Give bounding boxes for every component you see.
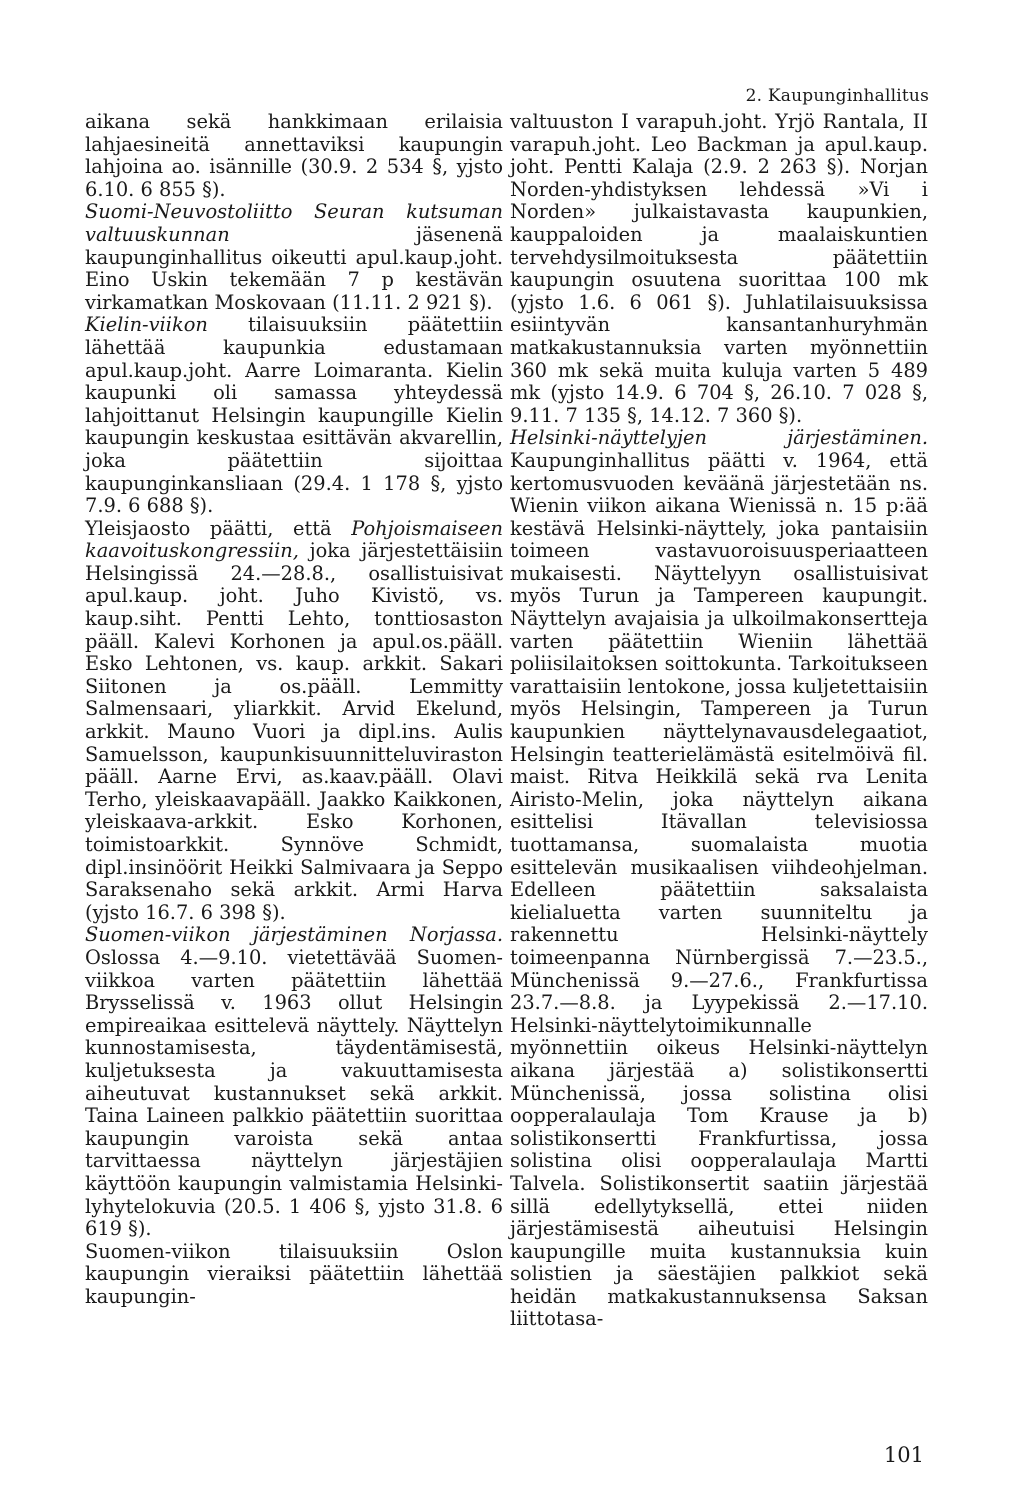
right-column — [510, 111, 928, 1331]
paragraph — [85, 924, 503, 1240]
left-column — [85, 111, 503, 1308]
paragraph-text: aikana sekä hankkimaan erilaisia lahjaesineitä annettaviksi kaupungin lahjoina ao. isännille (30.9. 2 534 §, yjsto 6.10. 6 855 §). — [85, 110, 503, 201]
paragraph — [510, 427, 928, 1331]
paragraph — [85, 201, 503, 314]
section-title: Kielin-viikon — [85, 313, 208, 337]
paragraph-text: Oslossa 4.—9.10. vietettävää Suomen-viikkoa varten päätettiin lähettää Brysselissä v. 1963 ollut Helsingin empireaikaa esittelevä näyttely. Näyttelyn kunnostamisesta, täydentämisestä, kuljetuksesta ja vakuuttamisesta aiheutuvat kustannukset sekä arkkit. Taina Laineen palkkio päätettiin suorittaa kaupungin varoista sekä antaa tarvittaessa näyttelyn järjestäjien käyttöön kaupungin valmistamia Helsinki-lyhytelokuvia (20.5. 1 406 §, yjsto 31.8. 6 619 §). — [85, 945, 503, 1241]
paragraph-text: joka järjestettäisiin Helsingissä 24.—28.8., osallistuisivat apul.kaup. joht. Juho Kivistö, vs. kaup.siht. Pentti Lehto, tonttiosaston pääll. Kalevi Korhonen ja apul.os.pääll. Esko Lehtonen, vs. kaup. arkkit. Sakari Siitonen ja os.pääll. Lemmitty Salmensaari, yliarkkit. Arvid Ekelund, arkkit. Mauno Vuori ja dipl.ins. Aulis Samuelsson, kaupunkisuunnitteluviraston pääll. Aarne Ervi, as.kaav.pääll. Olavi Terho, yleiskaavapääll. Jaakko Kaikkonen, yleiskaava-arkkit. Esko Korhonen, toimistoarkkit. Synnöve Schmidt, dipl.insinöörit Heikki Salmivaara ja Seppo Saraksenaho sekä arkkit. Armi Harva (yjsto 16.7. 6 398 §). — [85, 539, 503, 924]
paragraph — [85, 518, 503, 925]
paragraph-text: tilaisuuksiin päätettiin lähettää kaupunkia edustamaan apul.kaup.joht. Aarre Loimaranta. Kielin kaupunki oli samassa yhteydessä lahjoittanut Helsingin kaupungille Kielin kaupungin keskustaa esittävän akvarellin, joka päätettiin sijoittaa kaupunginkansliaan (29.4. 1 178 §, yjsto 7.9. 6 688 §). — [85, 313, 503, 518]
section-title: Suomen-viikon järjestäminen Norjassa. — [85, 923, 503, 947]
paragraph — [85, 314, 503, 517]
section-title: Helsinki-näyttelyjen järjestäminen. — [510, 426, 928, 450]
paragraph — [510, 111, 928, 427]
paragraph-text: valtuuston I varapuh.joht. Yrjö Rantala, II varapuh.joht. Leo Backman ja apul.kaup. joht. Pentti Kalaja (2.9. 2 263 §). Norjan Norden-yhdistyksen lehdessä »Vi i Norden» julkaistavasta kaupunkien, kauppaloiden ja maalaiskuntien tervehdysilmoituksesta päätettiin kaupungin osuutena suorittaa 100 mk (yjsto 1.6. 6 061 §). Juhlatilaisuuksissa esiintyvän kansantanhuryhmän matkakustannuksia varten myönnettiin 360 mk sekä muita kuluja varten 5 489 mk (yjsto 14.9. 6 704 §, 26.10. 7 028 §, 9.11. 7 135 §, 14.12. 7 360 §). — [510, 110, 928, 427]
section-title: Pohjoismaiseen kaavoituskongressiin, — [85, 516, 503, 563]
paragraph-text: Kaupunginhallitus päätti v. 1964, että kertomusvuoden keväänä järjestetään ns. Wienin viikon aikana Wienissä n. 15 p:ää kestävä Helsinki-näyttely, joka pantaisiin toimeen vastavuoroisuusperiaatteen mukaisesti. Näyttelyyn osallistuisivat myös Turun ja Tampereen kaupungit. Näyttelyn avajaisia ja ulkoilmakonsertteja varten päätettiin Wieniin lähettää poliisilaitoksen soittokunta. Tarkoitukseen varattaisiin lentokone, jossa kuljetettaisiin myös Helsingin, Tampereen ja Turun kaupunkien näyttelynavausdelegaatiot, Helsingin teatterielämästä esitelmöivä fil. maist. Ritva Heikkilä sekä rva Lenita Airisto-Melin, joka näyttelyn aikana esittelisi Itävallan televisiossa tuottamansa, suomalaista muotia esittelevän musikaalisen viihdeohjelman. Edelleen päätettiin saksalaista kielialuetta varten suunniteltu ja rakennettu Helsinki-näyttely toimeenpanna Nürnbergissä 7.—23.5., Münchenissä 9.—27.6., Frankfurtissa 23.7.—8.8. ja Lyypekissä 2.—17.10. Helsinki-näyttelytoimikunnalle myönnettiin oikeus Helsinki-näyttelyn aikana järjestää a) solistikonsertti Münchenissä, jossa solistina olisi oopperalaulaja Tom Krause ja b) solistikonsertti Frankfurtissa, jossa solistina olisi oopperalaulaja Martti Talvela. Solistikonsertit saatiin järjestää sillä edellytyksellä, ettei niiden järjestämisestä aiheutuisi Helsingin kaupungille muita kustannuksia kuin solistien ja säestäjien palkkiot sekä heidän matkakustannuksensa Saksan liittotasa- — [510, 448, 928, 1331]
paragraph — [85, 1241, 503, 1309]
paragraph — [85, 111, 503, 201]
running-header: 2. Kaupunginhallitus — [745, 86, 929, 106]
paragraph-text: Yleisjaosto päätti, että — [85, 516, 352, 540]
page-number: 101 — [883, 1443, 924, 1467]
paragraph-text: jäsenenä kaupunginhallitus oikeutti apul.kaup.joht. Eino Uskin tekemään 7 p kestävän virkamatkan Moskovaan (11.11. 2 921 §). — [85, 222, 503, 314]
section-title: Suomi-Neuvostoliitto Seuran kutsuman valtuuskunnan — [85, 200, 503, 246]
paragraph-text: Suomen-viikon tilaisuuksiin Oslon kaupungin vieraiksi päätettiin lähettää kaupungin- — [85, 1239, 503, 1308]
